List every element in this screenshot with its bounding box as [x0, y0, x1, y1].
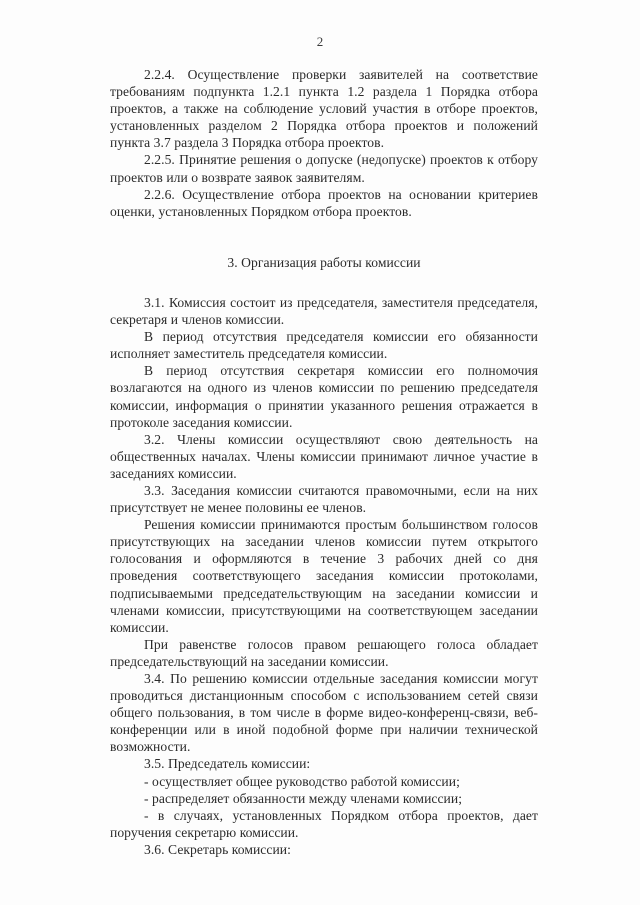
list-item: - распределяет обязанности между членами комиссии; — [144, 790, 463, 806]
section-3-heading: 3. Организация работы комиссии — [227, 254, 421, 270]
clause-3-2: 3.2. Члены комиссии осуществляют свою деятельность на общественных началах. Члены комиссии принимают личное участие в заседаниях комиссии. — [110, 431, 538, 481]
clause-3-6: 3.6. Секретарь комиссии: — [144, 841, 291, 857]
document-body — [110, 66, 538, 858]
clause-2-2-4: 2.2.4. Осуществление проверки заявителей на соответствие требованиям подпункта 1.2.1 пункта 1.2 раздела 1 Порядка отбора проектов, а также на соблюдение условий участия в отборе проектов, установленных разделом 2 Порядка отбора проектов и положений пункта 3.7 раздела 3 Порядка отбора проектов. — [110, 67, 538, 151]
clause-3-1: 3.1. Комиссия состоит из председателя, заместителя председателя, секретаря и членов комиссии. — [110, 294, 538, 328]
clause-3-1-deputy: В период отсутствия председателя комиссии его обязанности исполняет заместитель председателя комиссии. — [110, 329, 538, 362]
clause-3-3: 3.3. Заседания комиссии считаются правомочными, если на них присутствует не менее половины ее членов. — [110, 482, 538, 516]
clause-3-3-tie-vote: При равенстве голосов правом решающего голоса обладает председательствующий на заседании комиссии. — [110, 636, 538, 669]
clause-3-1-secretary: В период отсутствия секретаря комиссии его полномочия возлагаются на одного из членов комиссии по решению председателя комиссии, информация о принятии указанного решения отражается в протоколе заседания комиссии. — [110, 363, 538, 430]
clause-2-2-5: 2.2.5. Принятие решения о допуске (недопуске) проектов к отбору проектов или о возврате заявок заявителям. — [110, 152, 538, 185]
clause-2-2-6: 2.2.6. Осуществление отбора проектов на основании критериев оценки, установленных Порядком отбора проектов. — [110, 186, 538, 219]
clause-3-3-decisions: Решения комиссии принимаются простым большинством голосов присутствующих на заседании членов комиссии путем открытого голосования и оформляются в течение 3 рабочих дней со дня проведения соответствующего заседания комиссии протоколами, подписываемыми председательствующим на заседании комиссии и членами комиссии, присутствующими на соответствующем заседании комиссии. — [110, 517, 538, 635]
list-item: - в случаях, установленных Порядком отбора проектов, дает поручения секретарю комиссии. — [110, 807, 538, 840]
clause-3-5: 3.5. Председатель комиссии: — [144, 756, 311, 772]
page-number: 2 — [316, 34, 324, 49]
clause-3-4: 3.4. По решению комиссии отдельные заседания комиссии могут проводиться дистанционным способом с использованием сетей связи общего пользования, в том числе в форме видео-конференц-связи, веб-конференции или в иной подобной форме при наличии технической возможности. — [110, 671, 538, 755]
list-item: - осуществляет общее руководство работой комиссии; — [144, 773, 460, 789]
